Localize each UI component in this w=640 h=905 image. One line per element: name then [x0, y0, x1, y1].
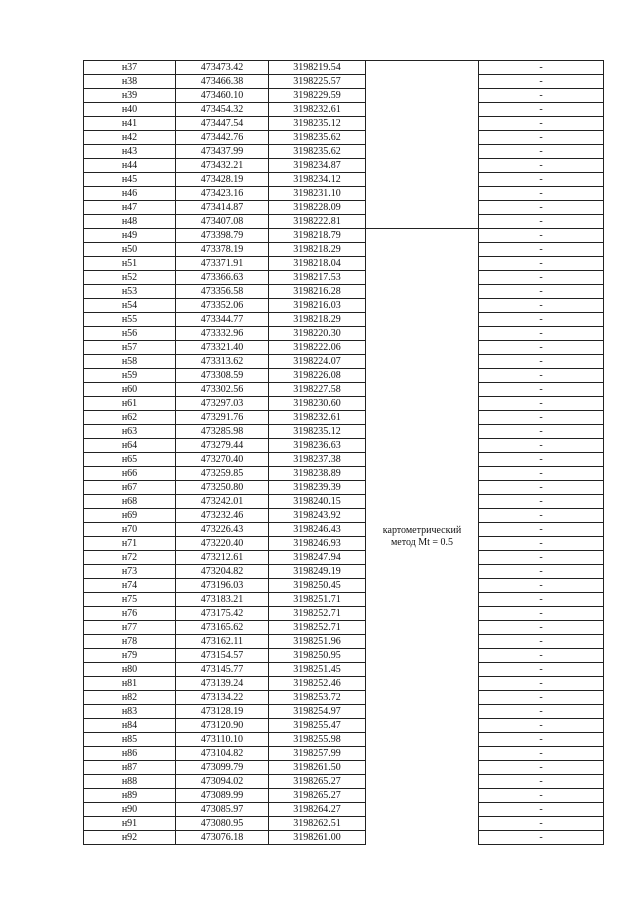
- point-id-cell: н51: [84, 257, 176, 271]
- table-row: [84, 565, 604, 579]
- point-id-cell: н79: [84, 649, 176, 663]
- error-value-cell: -: [479, 467, 604, 481]
- y-coordinate-cell: 3198250.45: [269, 579, 366, 593]
- error-value-cell: -: [479, 551, 604, 565]
- point-id-cell: н61: [84, 397, 176, 411]
- x-coordinate-cell: 473099.79: [176, 761, 269, 775]
- point-id-cell: н73: [84, 565, 176, 579]
- point-id-cell: н60: [84, 383, 176, 397]
- error-value-cell: -: [479, 383, 604, 397]
- y-coordinate-cell: 3198247.94: [269, 551, 366, 565]
- table-row: [84, 733, 604, 747]
- error-value-cell: -: [479, 635, 604, 649]
- y-coordinate-cell: 3198224.07: [269, 355, 366, 369]
- y-coordinate-cell: 3198218.79: [269, 229, 366, 243]
- y-coordinate-cell: 3198230.60: [269, 397, 366, 411]
- error-value-cell: -: [479, 565, 604, 579]
- table-row: [84, 299, 604, 313]
- error-value-cell: -: [479, 537, 604, 551]
- y-coordinate-cell: 3198257.99: [269, 747, 366, 761]
- table-row: [84, 425, 604, 439]
- table-row: [84, 131, 604, 145]
- y-coordinate-cell: 3198228.09: [269, 201, 366, 215]
- point-id-cell: н42: [84, 131, 176, 145]
- error-value-cell: -: [479, 803, 604, 817]
- point-id-cell: н41: [84, 117, 176, 131]
- y-coordinate-cell: 3198264.27: [269, 803, 366, 817]
- x-coordinate-cell: 473094.02: [176, 775, 269, 789]
- point-id-cell: н62: [84, 411, 176, 425]
- y-coordinate-cell: 3198234.12: [269, 173, 366, 187]
- x-coordinate-cell: 473139.24: [176, 677, 269, 691]
- error-value-cell: -: [479, 117, 604, 131]
- method-cell: [366, 229, 479, 845]
- point-id-cell: н87: [84, 761, 176, 775]
- x-coordinate-cell: 473460.10: [176, 89, 269, 103]
- table-row: [84, 201, 604, 215]
- error-value-cell: -: [479, 523, 604, 537]
- y-coordinate-cell: 3198222.06: [269, 341, 366, 355]
- y-coordinate-cell: 3198262.51: [269, 817, 366, 831]
- x-coordinate-cell: 473104.82: [176, 747, 269, 761]
- y-coordinate-cell: 3198235.62: [269, 131, 366, 145]
- x-coordinate-cell: 473110.10: [176, 733, 269, 747]
- error-value-cell: -: [479, 663, 604, 677]
- point-id-cell: н52: [84, 271, 176, 285]
- coordinates-table: [83, 60, 604, 845]
- error-value-cell: -: [479, 313, 604, 327]
- table-row: [84, 397, 604, 411]
- x-coordinate-cell: 473242.01: [176, 495, 269, 509]
- table-row: [84, 257, 604, 271]
- x-coordinate-cell: 473414.87: [176, 201, 269, 215]
- point-id-cell: н86: [84, 747, 176, 761]
- error-value-cell: -: [479, 173, 604, 187]
- y-coordinate-cell: 3198250.95: [269, 649, 366, 663]
- point-id-cell: н89: [84, 789, 176, 803]
- table-row: [84, 621, 604, 635]
- x-coordinate-cell: 473407.08: [176, 215, 269, 229]
- point-id-cell: н84: [84, 719, 176, 733]
- error-value-cell: -: [479, 271, 604, 285]
- error-value-cell: -: [479, 397, 604, 411]
- x-coordinate-cell: 473371.91: [176, 257, 269, 271]
- error-value-cell: -: [479, 621, 604, 635]
- point-id-cell: н39: [84, 89, 176, 103]
- x-coordinate-cell: 473428.19: [176, 173, 269, 187]
- point-id-cell: н92: [84, 831, 176, 845]
- y-coordinate-cell: 3198226.08: [269, 369, 366, 383]
- y-coordinate-cell: 3198261.50: [269, 761, 366, 775]
- point-id-cell: н59: [84, 369, 176, 383]
- table-row: [84, 593, 604, 607]
- table-row: [84, 173, 604, 187]
- table-row: [84, 509, 604, 523]
- error-value-cell: -: [479, 341, 604, 355]
- point-id-cell: н55: [84, 313, 176, 327]
- table-row: [84, 579, 604, 593]
- y-coordinate-cell: 3198238.89: [269, 467, 366, 481]
- table-row: [84, 327, 604, 341]
- y-coordinate-cell: 3198249.19: [269, 565, 366, 579]
- point-id-cell: н43: [84, 145, 176, 159]
- x-coordinate-cell: 473154.57: [176, 649, 269, 663]
- point-id-cell: н75: [84, 593, 176, 607]
- point-id-cell: н78: [84, 635, 176, 649]
- x-coordinate-cell: 473332.96: [176, 327, 269, 341]
- y-coordinate-cell: 3198237.38: [269, 453, 366, 467]
- x-coordinate-cell: 473220.40: [176, 537, 269, 551]
- y-coordinate-cell: 3198218.29: [269, 313, 366, 327]
- y-coordinate-cell: 3198217.53: [269, 271, 366, 285]
- y-coordinate-cell: 3198218.29: [269, 243, 366, 257]
- point-id-cell: н56: [84, 327, 176, 341]
- point-id-cell: н85: [84, 733, 176, 747]
- x-coordinate-cell: 473344.77: [176, 313, 269, 327]
- x-coordinate-cell: 473291.76: [176, 411, 269, 425]
- table-row: [84, 61, 604, 75]
- table-row: [84, 187, 604, 201]
- table-row: [84, 775, 604, 789]
- error-value-cell: -: [479, 831, 604, 845]
- table-row: [84, 663, 604, 677]
- y-coordinate-cell: 3198220.30: [269, 327, 366, 341]
- y-coordinate-cell: 3198235.12: [269, 425, 366, 439]
- point-id-cell: н44: [84, 159, 176, 173]
- point-id-cell: н90: [84, 803, 176, 817]
- x-coordinate-cell: 473183.21: [176, 593, 269, 607]
- error-value-cell: -: [479, 285, 604, 299]
- table-row: [84, 453, 604, 467]
- table-row: [84, 705, 604, 719]
- y-coordinate-cell: 3198246.43: [269, 523, 366, 537]
- point-id-cell: н54: [84, 299, 176, 313]
- point-id-cell: н65: [84, 453, 176, 467]
- y-coordinate-cell: 3198218.04: [269, 257, 366, 271]
- x-coordinate-cell: 473204.82: [176, 565, 269, 579]
- error-value-cell: -: [479, 607, 604, 621]
- x-coordinate-cell: 473297.03: [176, 397, 269, 411]
- y-coordinate-cell: 3198235.12: [269, 117, 366, 131]
- point-id-cell: н53: [84, 285, 176, 299]
- error-value-cell: -: [479, 103, 604, 117]
- y-coordinate-cell: 3198255.98: [269, 733, 366, 747]
- error-value-cell: -: [479, 775, 604, 789]
- x-coordinate-cell: 473466.38: [176, 75, 269, 89]
- error-value-cell: -: [479, 761, 604, 775]
- table-row: [84, 691, 604, 705]
- error-value-cell: -: [479, 481, 604, 495]
- table-row: [84, 243, 604, 257]
- table-row: [84, 145, 604, 159]
- point-id-cell: н50: [84, 243, 176, 257]
- table-row: [84, 89, 604, 103]
- table-row: [84, 117, 604, 131]
- error-value-cell: -: [479, 229, 604, 243]
- point-id-cell: н58: [84, 355, 176, 369]
- error-value-cell: -: [479, 215, 604, 229]
- table-row: [84, 411, 604, 425]
- point-id-cell: н68: [84, 495, 176, 509]
- point-id-cell: н71: [84, 537, 176, 551]
- x-coordinate-cell: 473232.46: [176, 509, 269, 523]
- error-value-cell: -: [479, 719, 604, 733]
- point-id-cell: н88: [84, 775, 176, 789]
- error-value-cell: -: [479, 187, 604, 201]
- y-coordinate-cell: 3198236.63: [269, 439, 366, 453]
- table-row: [84, 467, 604, 481]
- table-row: [84, 229, 604, 243]
- error-value-cell: -: [479, 789, 604, 803]
- error-value-cell: -: [479, 425, 604, 439]
- x-coordinate-cell: 473378.19: [176, 243, 269, 257]
- x-coordinate-cell: 473165.62: [176, 621, 269, 635]
- error-value-cell: -: [479, 257, 604, 271]
- x-coordinate-cell: 473321.40: [176, 341, 269, 355]
- x-coordinate-cell: 473250.80: [176, 481, 269, 495]
- table-row: [84, 383, 604, 397]
- x-coordinate-cell: 473454.32: [176, 103, 269, 117]
- y-coordinate-cell: 3198216.03: [269, 299, 366, 313]
- y-coordinate-cell: 3198243.92: [269, 509, 366, 523]
- error-value-cell: -: [479, 355, 604, 369]
- error-value-cell: -: [479, 411, 604, 425]
- method-accuracy-text: метод Mt = 0.5: [390, 536, 454, 548]
- x-coordinate-cell: 473352.06: [176, 299, 269, 313]
- error-value-cell: -: [479, 327, 604, 341]
- x-coordinate-cell: 473442.76: [176, 131, 269, 145]
- x-coordinate-cell: 473356.58: [176, 285, 269, 299]
- point-id-cell: н37: [84, 61, 176, 75]
- error-value-cell: -: [479, 593, 604, 607]
- method-cell-upper: [366, 61, 479, 229]
- x-coordinate-cell: 473398.79: [176, 229, 269, 243]
- error-value-cell: -: [479, 131, 604, 145]
- table-row: [84, 607, 604, 621]
- error-value-cell: -: [479, 89, 604, 103]
- x-coordinate-cell: 473437.99: [176, 145, 269, 159]
- y-coordinate-cell: 3198240.15: [269, 495, 366, 509]
- x-coordinate-cell: 473145.77: [176, 663, 269, 677]
- y-coordinate-cell: 3198234.87: [269, 159, 366, 173]
- x-coordinate-cell: 473089.99: [176, 789, 269, 803]
- x-coordinate-cell: 473302.56: [176, 383, 269, 397]
- y-coordinate-cell: 3198232.61: [269, 411, 366, 425]
- table-row: [84, 481, 604, 495]
- coordinates-table-body: [84, 61, 604, 845]
- table-row: [84, 285, 604, 299]
- x-coordinate-cell: 473259.85: [176, 467, 269, 481]
- table-row: [84, 75, 604, 89]
- table-row: [84, 215, 604, 229]
- x-coordinate-cell: 473447.54: [176, 117, 269, 131]
- x-coordinate-cell: 473162.11: [176, 635, 269, 649]
- y-coordinate-cell: 3198251.71: [269, 593, 366, 607]
- point-id-cell: н47: [84, 201, 176, 215]
- y-coordinate-cell: 3198219.54: [269, 61, 366, 75]
- error-value-cell: -: [479, 369, 604, 383]
- point-id-cell: н48: [84, 215, 176, 229]
- point-id-cell: н82: [84, 691, 176, 705]
- error-value-cell: -: [479, 509, 604, 523]
- x-coordinate-cell: 473308.59: [176, 369, 269, 383]
- y-coordinate-cell: 3198253.72: [269, 691, 366, 705]
- y-coordinate-cell: 3198227.58: [269, 383, 366, 397]
- table-row: [84, 635, 604, 649]
- y-coordinate-cell: 3198261.00: [269, 831, 366, 845]
- error-value-cell: -: [479, 747, 604, 761]
- point-id-cell: н91: [84, 817, 176, 831]
- x-coordinate-cell: 473366.63: [176, 271, 269, 285]
- y-coordinate-cell: 3198246.93: [269, 537, 366, 551]
- y-coordinate-cell: 3198265.27: [269, 775, 366, 789]
- table-row: [84, 817, 604, 831]
- table-row: [84, 341, 604, 355]
- table-row: [84, 523, 604, 537]
- x-coordinate-cell: 473432.21: [176, 159, 269, 173]
- x-coordinate-cell: 473076.18: [176, 831, 269, 845]
- table-row: [84, 537, 604, 551]
- x-coordinate-cell: 473212.61: [176, 551, 269, 565]
- y-coordinate-cell: 3198255.47: [269, 719, 366, 733]
- error-value-cell: -: [479, 201, 604, 215]
- x-coordinate-cell: 473175.42: [176, 607, 269, 621]
- table-row: [84, 761, 604, 775]
- y-coordinate-cell: 3198265.27: [269, 789, 366, 803]
- table-row: [84, 677, 604, 691]
- point-id-cell: н69: [84, 509, 176, 523]
- table-row: [84, 831, 604, 845]
- x-coordinate-cell: 473279.44: [176, 439, 269, 453]
- x-coordinate-cell: 473285.98: [176, 425, 269, 439]
- y-coordinate-cell: 3198254.97: [269, 705, 366, 719]
- error-value-cell: -: [479, 75, 604, 89]
- y-coordinate-cell: 3198225.57: [269, 75, 366, 89]
- y-coordinate-cell: 3198251.45: [269, 663, 366, 677]
- y-coordinate-cell: 3198222.81: [269, 215, 366, 229]
- y-coordinate-cell: 3198252.71: [269, 607, 366, 621]
- table-row: [84, 719, 604, 733]
- point-id-cell: н80: [84, 663, 176, 677]
- point-id-cell: н70: [84, 523, 176, 537]
- x-coordinate-cell: 473080.95: [176, 817, 269, 831]
- y-coordinate-cell: 3198252.71: [269, 621, 366, 635]
- x-coordinate-cell: 473120.90: [176, 719, 269, 733]
- y-coordinate-cell: 3198216.28: [269, 285, 366, 299]
- x-coordinate-cell: 473134.22: [176, 691, 269, 705]
- table-row: [84, 649, 604, 663]
- point-id-cell: н77: [84, 621, 176, 635]
- table-row: [84, 747, 604, 761]
- error-value-cell: -: [479, 733, 604, 747]
- table-row: [84, 271, 604, 285]
- table-row: [84, 159, 604, 173]
- error-value-cell: -: [479, 817, 604, 831]
- point-id-cell: н63: [84, 425, 176, 439]
- y-coordinate-cell: 3198251.96: [269, 635, 366, 649]
- table-row: [84, 439, 604, 453]
- point-id-cell: н40: [84, 103, 176, 117]
- table-row: [84, 495, 604, 509]
- error-value-cell: -: [479, 159, 604, 173]
- table-row: [84, 103, 604, 117]
- error-value-cell: -: [479, 677, 604, 691]
- point-id-cell: н38: [84, 75, 176, 89]
- point-id-cell: н83: [84, 705, 176, 719]
- table-row: [84, 803, 604, 817]
- x-coordinate-cell: 473473.42: [176, 61, 269, 75]
- point-id-cell: н67: [84, 481, 176, 495]
- y-coordinate-cell: 3198229.59: [269, 89, 366, 103]
- point-id-cell: н49: [84, 229, 176, 243]
- error-value-cell: -: [479, 453, 604, 467]
- point-id-cell: н72: [84, 551, 176, 565]
- y-coordinate-cell: 3198231.10: [269, 187, 366, 201]
- y-coordinate-cell: 3198252.46: [269, 677, 366, 691]
- point-id-cell: н45: [84, 173, 176, 187]
- error-value-cell: -: [479, 299, 604, 313]
- y-coordinate-cell: 3198239.39: [269, 481, 366, 495]
- point-id-cell: н66: [84, 467, 176, 481]
- error-value-cell: -: [479, 439, 604, 453]
- error-value-cell: -: [479, 691, 604, 705]
- y-coordinate-cell: 3198232.61: [269, 103, 366, 117]
- x-coordinate-cell: 473313.62: [176, 355, 269, 369]
- x-coordinate-cell: 473196.03: [176, 579, 269, 593]
- error-value-cell: -: [479, 61, 604, 75]
- x-coordinate-cell: 473226.43: [176, 523, 269, 537]
- table-row: [84, 355, 604, 369]
- point-id-cell: н74: [84, 579, 176, 593]
- table-row: [84, 369, 604, 383]
- point-id-cell: н76: [84, 607, 176, 621]
- table-row: [84, 789, 604, 803]
- x-coordinate-cell: 473128.19: [176, 705, 269, 719]
- method-name-text: картометрический: [382, 524, 462, 536]
- error-value-cell: -: [479, 145, 604, 159]
- point-id-cell: н81: [84, 677, 176, 691]
- table-row: [84, 313, 604, 327]
- x-coordinate-cell: 473270.40: [176, 453, 269, 467]
- error-value-cell: -: [479, 579, 604, 593]
- error-value-cell: -: [479, 649, 604, 663]
- point-id-cell: н57: [84, 341, 176, 355]
- y-coordinate-cell: 3198235.62: [269, 145, 366, 159]
- x-coordinate-cell: 473423.16: [176, 187, 269, 201]
- error-value-cell: -: [479, 705, 604, 719]
- table-row: [84, 551, 604, 565]
- point-id-cell: н46: [84, 187, 176, 201]
- x-coordinate-cell: 473085.97: [176, 803, 269, 817]
- point-id-cell: н64: [84, 439, 176, 453]
- error-value-cell: -: [479, 243, 604, 257]
- error-value-cell: -: [479, 495, 604, 509]
